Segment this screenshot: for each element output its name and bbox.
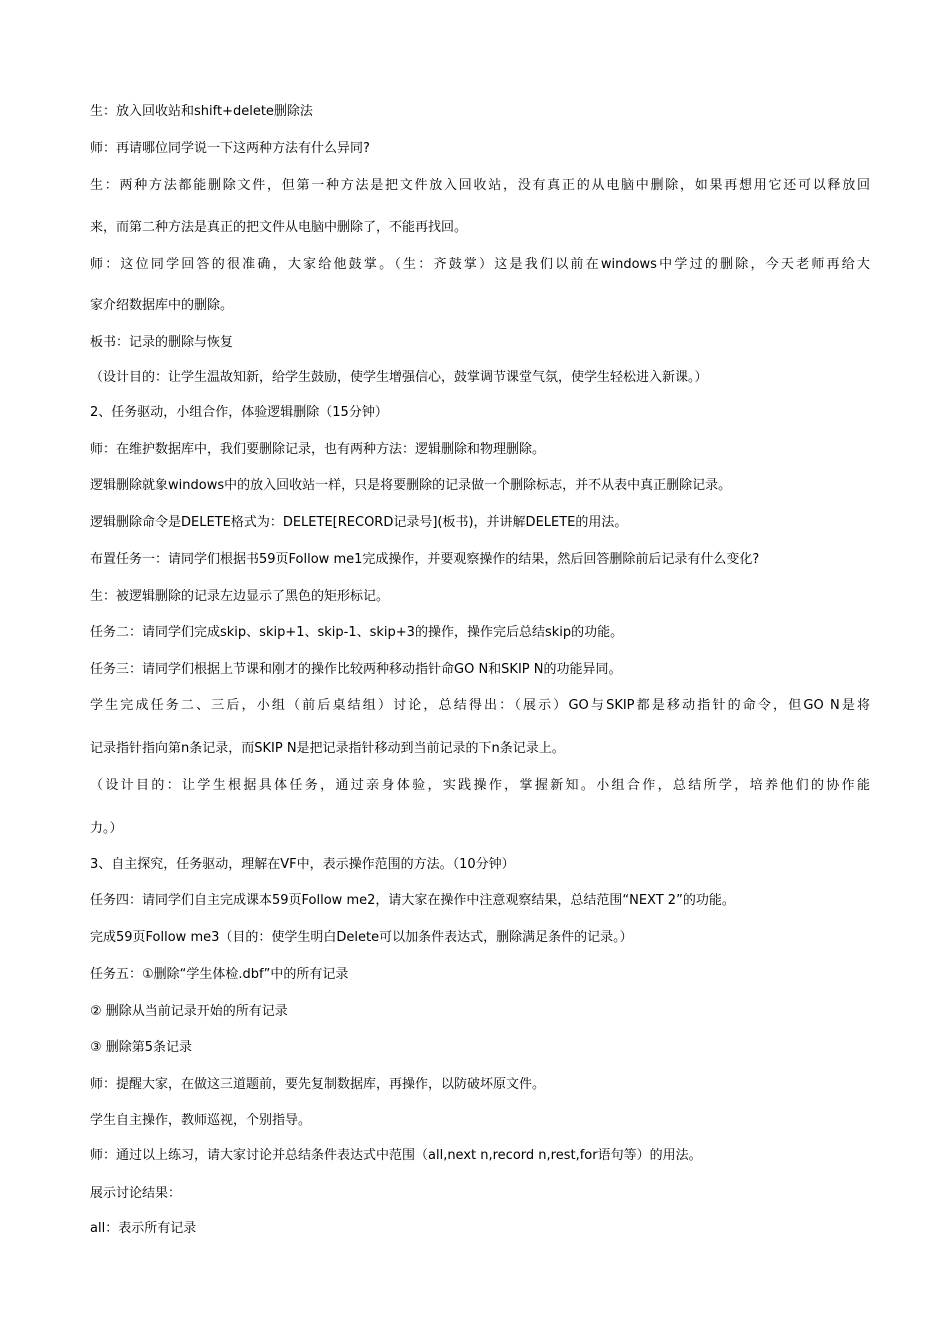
text-line: 生：两种方法都能删除文件，但第一种方法是把文件放入回收站，没有真正的从电脑中删除，如果再想用它还可以释放回: [90, 178, 870, 193]
text-line: 板书：记录的删除与恢复: [90, 335, 234, 350]
text-line: all：表示所有记录: [90, 1221, 197, 1236]
text-line: ③ 删除第5条记录: [90, 1040, 193, 1055]
section-heading: 2、任务驱动，小组合作，体验逻辑删除（15分钟）: [90, 405, 388, 420]
text-line: 师：通过以上练习，请大家讨论并总结条件表达式中范围（all,next n,record n,rest,for语句等）的用法。: [90, 1148, 702, 1163]
text-line: 逻辑删除命令是DELETE格式为：DELETE[RECORD记录号](板书)，并讲解DELETE的用法。: [90, 515, 628, 530]
text-line: 师：这位同学回答的很准确，大家给他鼓掌。（生：齐鼓掌）这是我们以前在windows中学过的删除，今天老师再给大: [90, 257, 870, 272]
section-heading: 3、自主探究，任务驱动，理解在VF中，表示操作范围的方法。（10分钟）: [90, 857, 515, 872]
text-line: 生：被逻辑删除的记录左边显示了黑色的矩形标记。: [90, 589, 390, 604]
text-line: （设计目的：让学生温故知新，给学生鼓励，使学生增强信心，鼓掌调节课堂气氛，使学生轻松进入新课。）: [90, 370, 708, 385]
text-line: 任务二：请同学们完成skip、skip+1、skip-1、skip+3的操作，操作完后总结skip的功能。: [90, 625, 624, 640]
text-line: 家介绍数据库中的删除。: [90, 298, 234, 313]
text-line: 学生完成任务二、三后，小组（前后桌结组）讨论，总结得出：（展示）GO与SKIP都是移动指针的命令，但GO N是将: [90, 698, 870, 713]
text-line: （设计目的：让学生根据具体任务，通过亲身体验，实践操作，掌握新知。小组合作，总结所学，培养他们的协作能: [90, 778, 870, 793]
text-line: 任务三：请同学们根据上节课和刚才的操作比较两种移动指针命GO N和SKIP N的功能异同。: [90, 662, 622, 677]
text-line: 逻辑删除就象windows中的放入回收站一样，只是将要删除的记录做一个删除标志，并不从表中真正删除记录。: [90, 478, 732, 493]
text-line: 任务五：①删除“学生体检.dbf”中的所有记录: [90, 967, 349, 982]
text-line: 学生自主操作，教师巡视，个别指导。: [90, 1113, 312, 1128]
text-line: 布置任务一：请同学们根据书59页Follow me1完成操作，并要观察操作的结果，然后回答删除前后记录有什么变化?: [90, 552, 760, 567]
text-line: 来，而第二种方法是真正的把文件从电脑中删除了，不能再找回。: [90, 220, 468, 235]
text-line: 任务四：请同学们自主完成课本59页Follow me2，请大家在操作中注意观察结果，总结范围“NEXT 2”的功能。: [90, 893, 735, 908]
text-line: 师：再请哪位同学说一下这两种方法有什么异同?: [90, 141, 370, 156]
text-line: 生：放入回收站和shift+delete删除法: [90, 104, 313, 119]
text-line: 师：在维护数据库中，我们要删除记录，也有两种方法：逻辑删除和物理删除。: [90, 442, 546, 457]
text-line: 完成59页Follow me3（目的：使学生明白Delete可以加条件表达式，删除满足条件的记录。）: [90, 930, 633, 945]
text-line: 师：提醒大家，在做这三道题前，要先复制数据库，再操作，以防破坏原文件。: [90, 1077, 546, 1092]
text-line: 力。）: [90, 821, 123, 836]
text-line: ② 删除从当前记录开始的所有记录: [90, 1004, 288, 1019]
text-line: 记录指针指向第n条记录，而SKIP N是把记录指针移动到当前记录的下n条记录上。: [90, 741, 565, 756]
text-line: 展示讨论结果：: [90, 1186, 182, 1201]
